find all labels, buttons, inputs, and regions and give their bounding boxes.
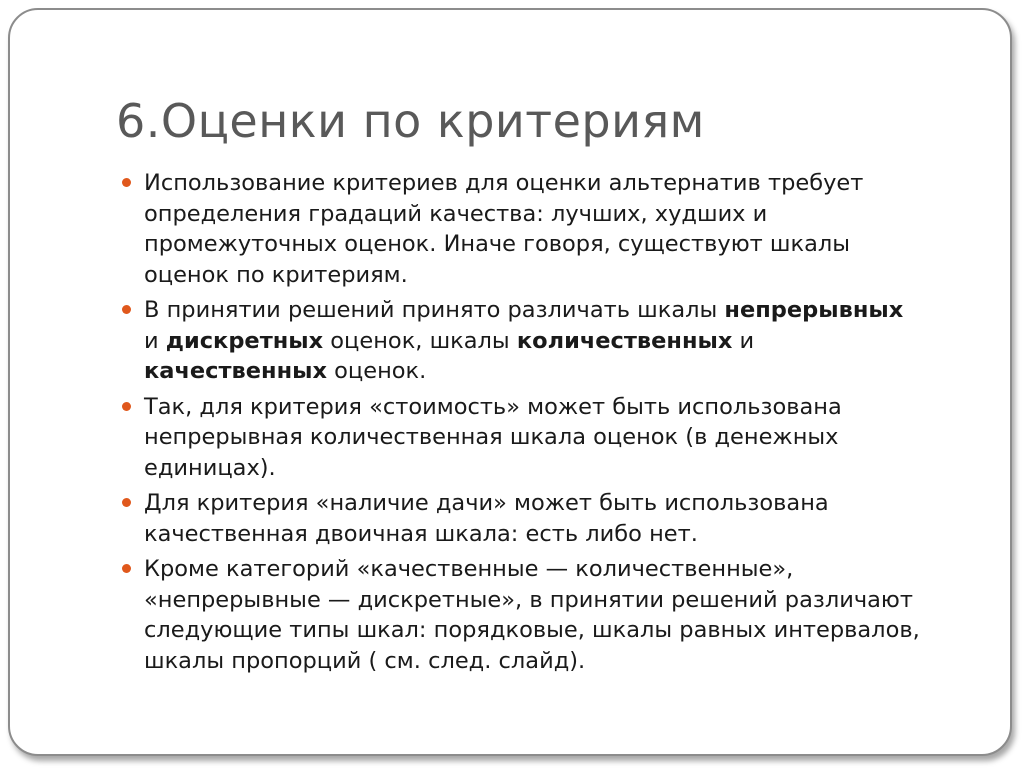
bullet-item [122, 554, 922, 676]
emphasis: качественных [144, 358, 327, 384]
emphasis: дискретных [165, 327, 324, 354]
bullet-dot-icon [122, 178, 131, 187]
bullet-list [122, 168, 922, 681]
slide-title: 6.Оценки по критериям [116, 94, 705, 148]
bullet-item [122, 488, 922, 549]
emphasis: количественных [516, 327, 733, 354]
bullet-dot-icon [122, 564, 131, 573]
bullet-item [122, 392, 922, 484]
emphasis: непрерывных [724, 297, 904, 323]
bullet-text: Использование критериев для оценки альтернатив требует определения градаций качества: лучших, худших и промежуточных оценок. Иначе говоря, существуют шкалы оценок по критериям. [144, 170, 864, 288]
bullet-item [122, 295, 922, 387]
bullet-dot-icon [122, 305, 131, 314]
bullet-dot-icon [122, 402, 131, 411]
bullet-text: Так, для критерия «стоимость» может быть использована непрерывная количественная шкала оценок (в денежных единицах). [144, 393, 842, 481]
bullet-text: Кроме категорий «качественные — количественные», «непрерывные — дискретные», в принятии решений различают следующие типы шкал: порядковые, шкалы равных интервалов, шкалы пропорций ( см. след. слайд). [144, 556, 920, 674]
bullet-item [122, 168, 922, 290]
bullet-text: В принятии решений принято различать шкалы непрерывных и дискретных оценок, шкалы количественных и качественных оценок. [144, 297, 904, 384]
slide [8, 8, 1012, 756]
bullet-text: Для критерия «наличие дачи» может быть использована качественная двоичная шкала: есть либо нет. [144, 490, 829, 547]
bullet-dot-icon [122, 498, 131, 507]
